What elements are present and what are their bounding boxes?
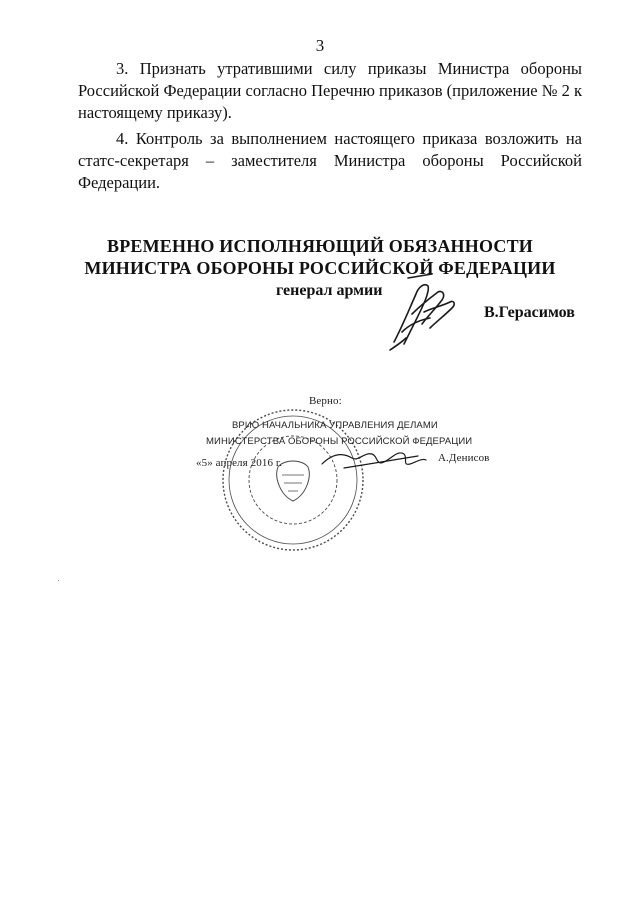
scan-artifact — [58, 580, 59, 581]
paragraph-3: 3. Признать утратившими силу приказы Министра обороны Российской Федерации согласно Перечню приказов (приложение № 2 к настоящему приказу). — [78, 59, 582, 122]
certifier-name: А.Денисов — [438, 452, 490, 464]
signature-heading-line2: МИНИСТРА ОБОРОНЫ РОССИЙСКОЙ ФЕДЕРАЦИИ — [84, 258, 556, 278]
certification-date: «5» апреля 2016 г. — [196, 457, 283, 469]
signature-gerasimov — [372, 272, 472, 352]
signature-denisov — [318, 444, 428, 474]
certified-label: Верно: — [309, 395, 342, 407]
signer-name: В.Герасимов — [484, 304, 575, 321]
ministry-title: МИНИСТЕРСТВА ОБОРОНЫ РОССИЙСКОЙ ФЕДЕРАЦИИ — [206, 436, 473, 447]
signer-rank: генерал армии — [276, 282, 383, 299]
body-text — [78, 58, 582, 198]
paragraph-4: 4. Контроль за выполнением настоящего приказа возложить на статс-секретаря – заместителя Министра обороны Российской Федерации. — [78, 129, 582, 192]
acting-head-title: ВРИО НАЧАЛЬНИКА УПРАВЛЕНИЯ ДЕЛАМИ — [232, 420, 438, 431]
page-number: 3 — [315, 36, 325, 55]
signature-heading-line1: ВРЕМЕННО ИСПОЛНЯЮЩИЙ ОБЯЗАННОСТИ — [107, 236, 533, 256]
